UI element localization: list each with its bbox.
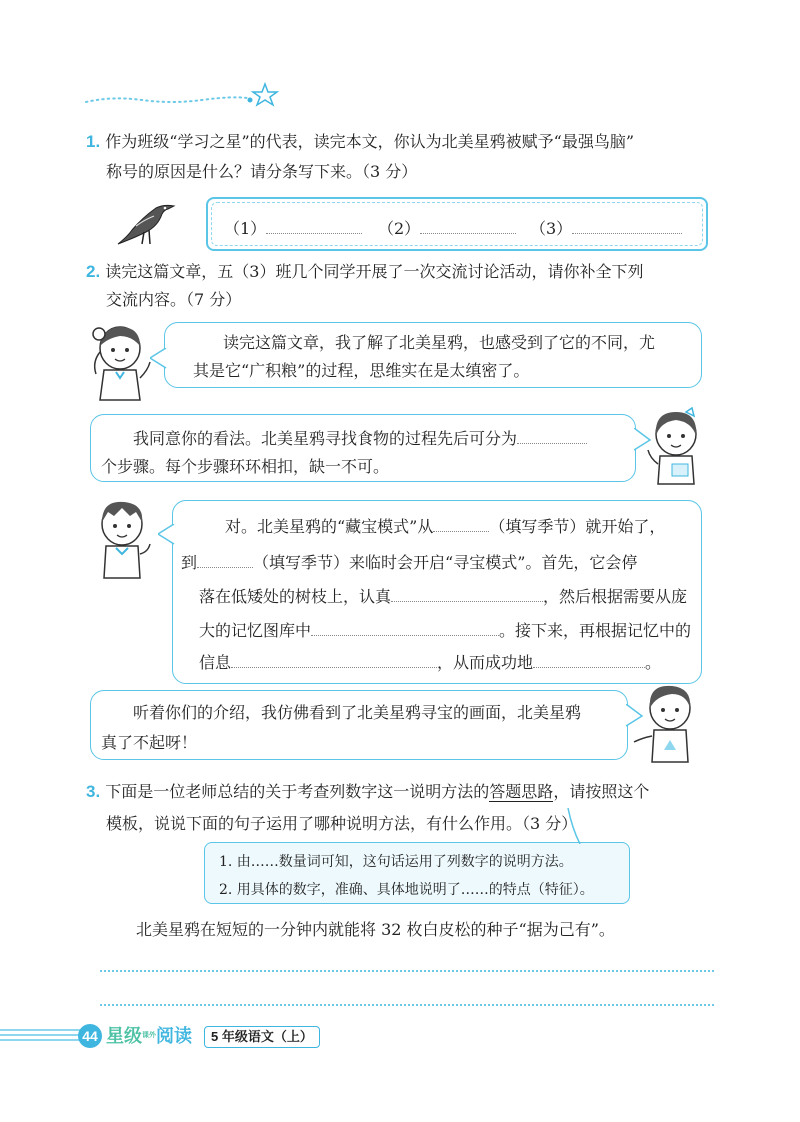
q1-answer-box [206,197,708,251]
bubble3-line2: 到 （填写季节）来临时会开启“寻宝模式”。首先，它会停 [181,553,638,572]
bubble3-line3: 落在低矮处的树枝上，认真 ，然后根据需要从庞 [199,587,688,606]
q3-sentence: 北美星鸦在短短的一分钟内就能将 32 枚白皮松的种子“据为己有”。 [136,920,615,939]
q1-line2: 称号的原因是什么？请分条写下来。（3 分） [106,162,418,181]
q1-answer-1[interactable]: （1） [224,217,362,239]
footer-stripes [0,1025,80,1045]
bubble3-blank-season2[interactable] [197,551,253,568]
page-number: 44 [78,1024,102,1048]
girl-avatar-right [646,406,706,486]
q3-tip-box [204,842,630,904]
speech-bubble-4 [90,690,628,760]
boy-avatar-right [632,680,700,764]
speech-bubble-1 [164,322,702,388]
q3-tip-pointer [566,808,590,844]
bubble2-blank[interactable] [517,427,587,444]
q3-tip-2: 2. 用具体的数字，准确、具体地说明了……的特点（特征）。 [219,882,594,898]
nutcracker-bird-illustration [112,196,182,250]
girl-avatar-left [90,322,156,402]
q3-number: 3. [86,782,101,801]
footer-grade: 5 年级语文（上） [204,1026,320,1048]
q1-answer-2[interactable]: （2） [378,217,516,239]
bubble2-line1: 我同意你的看法。北美星鸦寻找食物的过程先后可分为 [133,427,587,449]
answer-line-2[interactable] [100,1004,714,1006]
bubble3-blank-6[interactable] [533,651,645,668]
star-icon [253,84,277,105]
q3-answer-idea-underlined: 答题思路 [489,782,554,801]
speech-bubble-2 [90,414,636,482]
bubble2-line2: 个步骤。每个步骤环环相扣，缺一不可。 [101,457,390,476]
q2-line1 [86,262,643,282]
bubble4-line2: 真了不起呀！ [101,733,198,752]
bubble1-line2: 其是它“广积粮”的过程，思维实在是太缜密了。 [193,361,530,380]
bubble4-line1: 听着你们的介绍，我仿佛看到了北美星鸦寻宝的画面，北美星鸦 [133,703,582,722]
header-dotted-decoration [82,78,282,118]
q1-text-1: 作为班级“学习之星”的代表，读完本文，你认为北美星鸦被赋予“最强鸟脑” [105,132,635,151]
q1-answer-3[interactable]: （3） [530,217,682,239]
boy-avatar-left [92,496,154,580]
q2-number: 2. [86,262,101,281]
q2-text-1: 读完这篇文章，五（3）班几个同学开展了一次交流讨论活动，请你补全下列 [105,262,644,281]
bubble1-tail [150,348,168,370]
q3-tip-1: 1. 由……数量词可知，这句话运用了列数字的说明方法。 [219,854,573,870]
q3-line1: 3. 下面是一位老师总结的关于考查列数字这一说明方法的答题思路，请按照这个 [86,782,650,801]
q1-line1 [86,132,634,152]
bubble3-line5: 信息 ，从而成功地 。 [199,653,662,672]
bubble1-line1: 读完这篇文章，我了解了北美星鸦，也感受到了它的不同，尤 [223,333,656,352]
bubble3-blank-5[interactable] [231,651,437,668]
bubble3-line1: 对。北美星鸦的“藏宝模式”从 （填写季节）就开始了， [225,517,666,536]
brand-logo: 星级$^{课外}$阅读 [106,1026,192,1046]
q1-number: 1. [86,132,101,151]
answer-line-1[interactable] [100,970,714,972]
q2-line2: 交流内容。（7 分） [106,290,242,309]
q3-line2: 模板，说说下面的句子运用了哪种说明方法，有什么作用。（3 分） [106,814,578,833]
bubble3-blank-4[interactable] [311,619,499,636]
speech-bubble-3 [172,500,702,684]
bubble3-line4: 大的记忆图库中 。接下来，再根据记忆中的 [199,621,692,640]
bubble3-blank-3[interactable] [391,585,543,602]
bubble3-tail [158,524,176,546]
bubble3-blank-season1[interactable] [433,515,489,532]
